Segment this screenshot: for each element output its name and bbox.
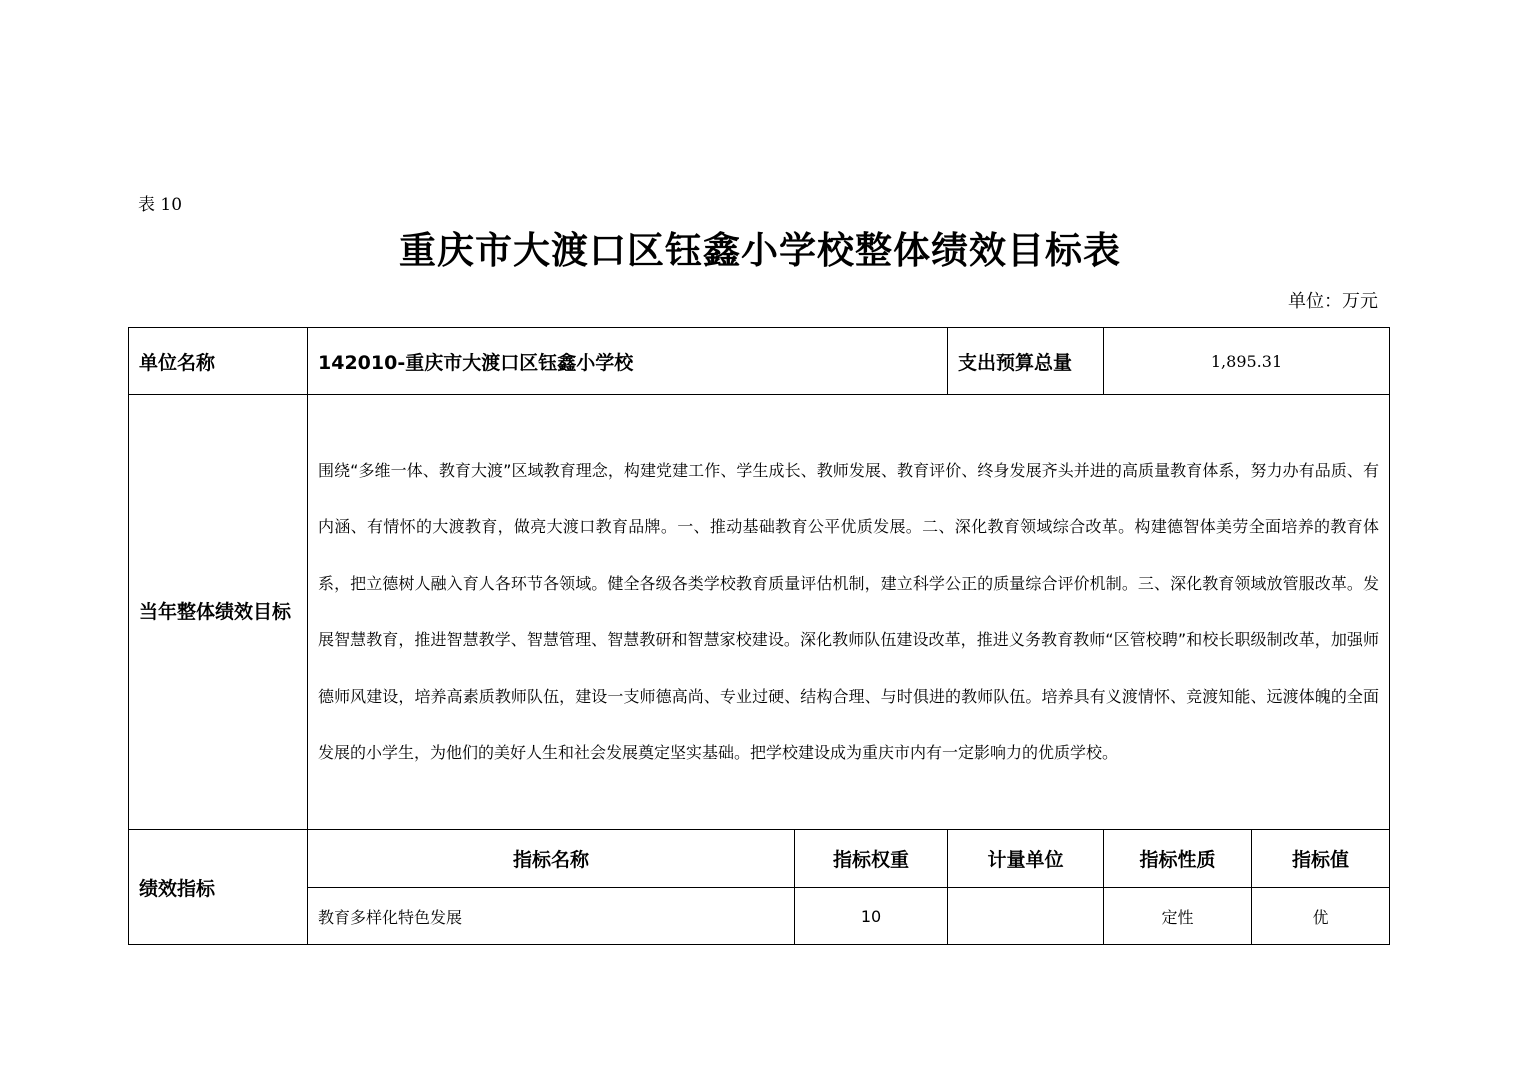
table-row <box>129 888 1390 945</box>
indicator-value-cell: 优 <box>1252 888 1390 945</box>
unit-name-value: 142010-重庆市大渡口区钰鑫小学校 <box>308 328 948 395</box>
budget-total-value: 1,895.31 <box>1104 328 1390 395</box>
annual-goal-text: 围绕“多维一体、教育大渡”区域教育理念，构建党建工作、学生成长、教师发展、教育评价、终身发展齐头并进的高质量教育体系，努力办有品质、有内涵、有情怀的大渡教育，做亮大渡口教育品牌。一、推动基础教育公平优质发展。二、深化教育领域综合改革。构建德智体美劳全面培养的教育体系，把立德树人融入育人各环节各领域。健全各级各类学校教育质量评估机制，建立科学公正的质量综合评价机制。三、深化教育领域放管服改革。发展智慧教育，推进智慧教学、智慧管理、智慧教研和智慧家校建设。深化教师队伍建设改革，推进义务教育教师“区管校聘”和校长职级制改革，加强师德师风建设，培养高素质教师队伍，建设一支师德高尚、专业过硬、结构合理、与时俱进的教师队伍。培养具有义渡情怀、竞渡知能、远渡体魄的全面发展的小学生，为他们的美好人生和社会发展奠定坚实基础。把学校建设成为重庆市内有一定影响力的优质学校。 <box>308 395 1390 830</box>
indicator-weight-cell: 10 <box>795 888 948 945</box>
header-indicator-nature: 指标性质 <box>1104 830 1252 888</box>
annual-goal-label: 当年整体绩效目标 <box>129 395 308 830</box>
header-indicator-value: 指标值 <box>1252 830 1390 888</box>
document-title: 重庆市大渡口区钰鑫小学校整体绩效目标表 <box>399 229 1121 272</box>
unit-row <box>129 328 1390 395</box>
table-number: 表 10 <box>138 195 183 215</box>
indicator-header-row <box>129 830 1390 888</box>
measure-unit-cell <box>948 888 1104 945</box>
performance-target-table <box>128 327 1390 945</box>
indicator-name-cell: 教育多样化特色发展 <box>308 888 795 945</box>
header-measure-unit: 计量单位 <box>948 830 1104 888</box>
indicator-nature-cell: 定性 <box>1104 888 1252 945</box>
budget-total-label: 支出预算总量 <box>948 328 1104 395</box>
indicators-label: 绩效指标 <box>129 830 308 945</box>
unit-name-label: 单位名称 <box>129 328 308 395</box>
header-indicator-name: 指标名称 <box>308 830 795 888</box>
unit-note: 单位：万元 <box>1288 291 1378 312</box>
header-indicator-weight: 指标权重 <box>795 830 948 888</box>
goal-row <box>129 395 1390 830</box>
